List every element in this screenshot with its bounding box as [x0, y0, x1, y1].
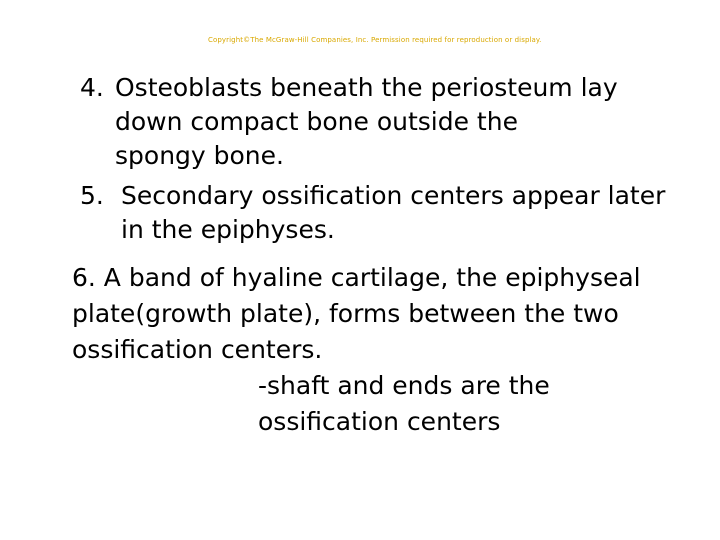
item-5-line-1: Secondary ossification centers appear later: [121, 181, 666, 210]
item-4-line-3: spongy bone.: [115, 141, 284, 170]
item-6-line-3: ossification centers.: [72, 335, 323, 364]
item-4-line-2: down compact bone outside the: [115, 107, 518, 136]
item-6-note-line-2: ossification centers: [258, 407, 501, 436]
item-4-line-1: Osteoblasts beneath the periosteum lay: [115, 73, 618, 102]
item-5-number: 5.: [80, 181, 104, 210]
item-5-line-2: in the epiphyses.: [121, 215, 335, 244]
item-6-line-1: 6. A band of hyaline cartilage, the epiphyseal: [72, 263, 641, 292]
item-4-number: 4.: [80, 73, 104, 102]
item-6-line-2: plate(growth plate), forms between the two: [72, 299, 619, 328]
item-6-note-line-1: -shaft and ends are the: [258, 371, 550, 400]
copyright-notice: Copyright©The McGraw-Hill Companies, Inc. Permission required for reproduction or display.: [208, 36, 542, 44]
